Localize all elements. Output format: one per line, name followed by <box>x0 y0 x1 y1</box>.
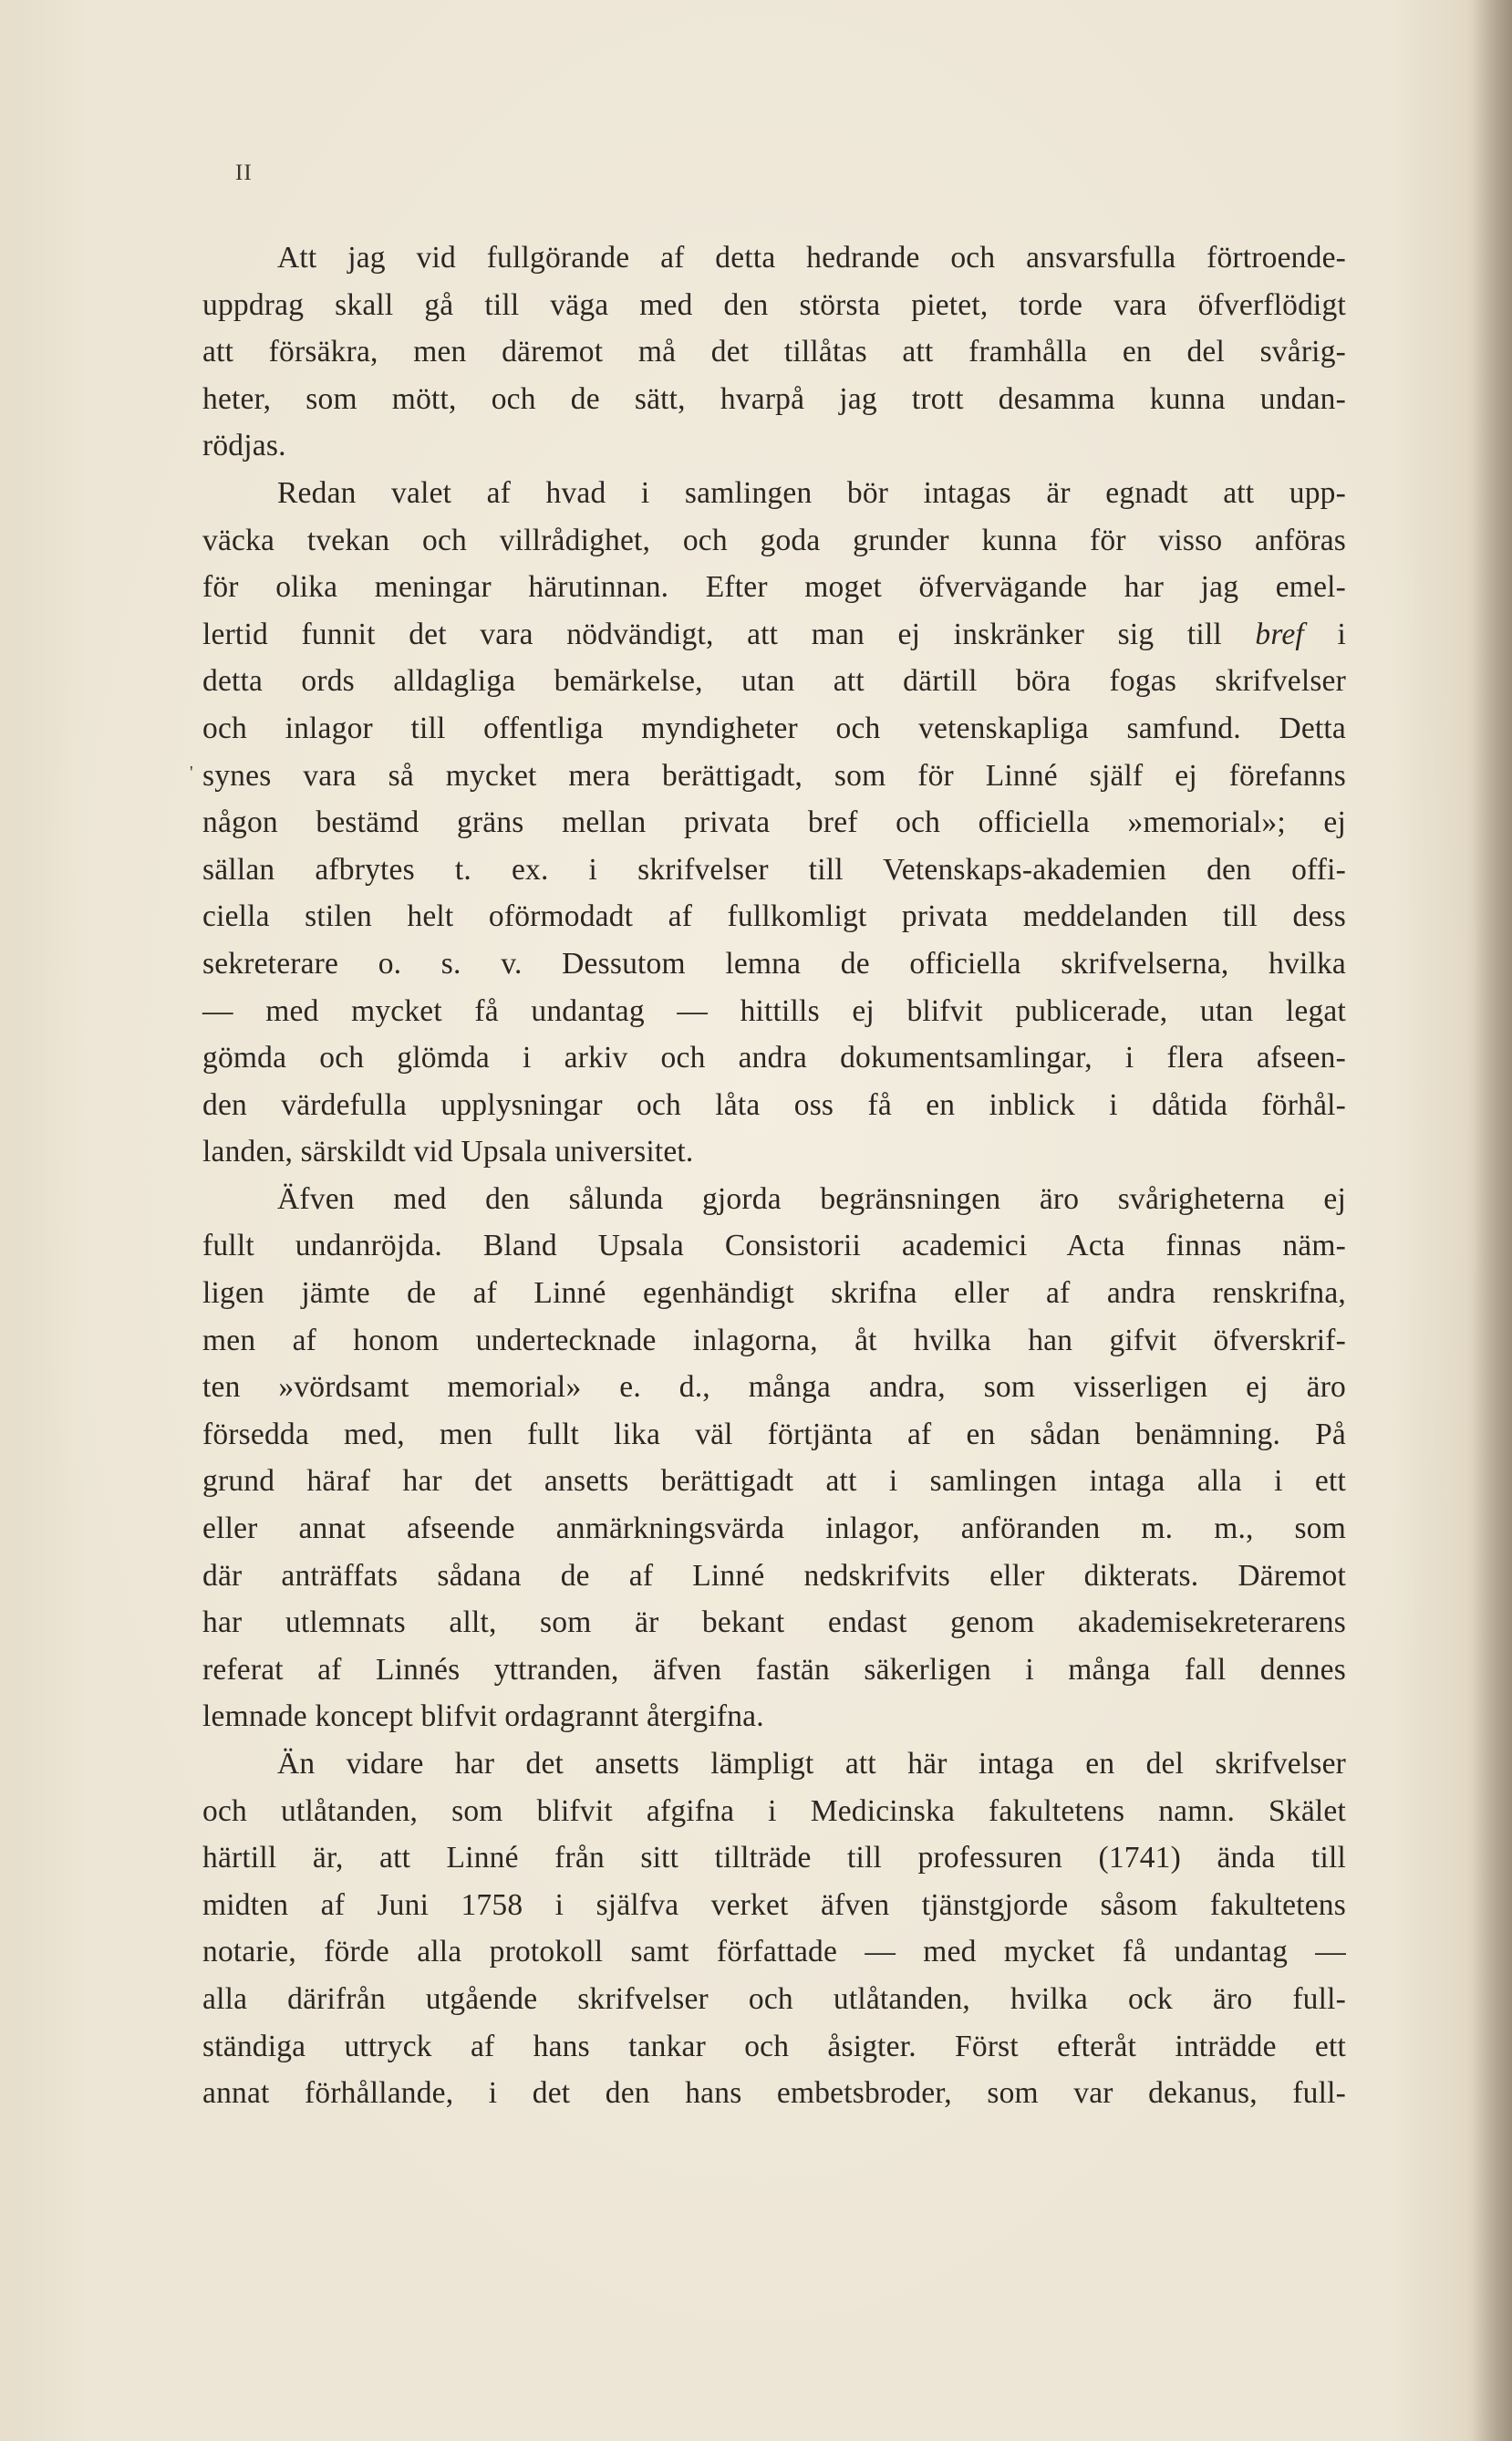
text-line: Än vidare har det ansetts lämpligt att här intaga en del skrifvelser <box>277 1747 1346 1781</box>
text-line: referat af Linnés yttranden, äfven fastän säkerligen i många fall dennes <box>202 1652 1346 1687</box>
text-line: den värdefulla upplysningar och låta oss få en inblick i dåtida förhål- <box>202 1087 1346 1122</box>
text-line: och inlagor till offentliga myndigheter och vetenskapliga samfund. Detta <box>202 711 1346 745</box>
body-text <box>202 234 1346 2117</box>
text-line: fullt undanröjda. Bland Upsala Consistorii academici Acta finnas näm- <box>202 1229 1346 1263</box>
text-line: heter, som mött, och de sätt, hvarpå jag trott desamma kunna undan- <box>202 381 1346 416</box>
text-line: landen, särskildt vid Upsala universitet. <box>202 1135 694 1169</box>
text-line: detta ords alldagliga bemärkelse, utan att därtill böra fogas skrifvelser <box>202 664 1346 699</box>
text-line: — med mycket få undantag — hittills ej blifvit publicerade, utan legat <box>202 993 1346 1028</box>
text-line: lertid funnit det vara nödvändigt, att man ej inskränker sig till bref i <box>202 617 1346 651</box>
text-line: Äfven med den sålunda gjorda begränsningen äro svårigheterna ej <box>277 1181 1346 1216</box>
emphasized-word: bref <box>1255 617 1304 651</box>
text-line: Att jag vid fullgörande af detta hedrande och ansvarsfulla förtroende- <box>277 241 1346 275</box>
text-line: midten af Juni 1758 i själfva verket äfven tjänstgjorde såsom fakultetens <box>202 1887 1346 1922</box>
page-number: II <box>235 161 253 185</box>
text-line: ständiga uttryck af hans tankar och åsigter. Först efteråt inträdde ett <box>202 2029 1346 2063</box>
text-line: uppdrag skall gå till väga med den största pietet, torde vara öfverflödigt <box>202 287 1346 322</box>
text-line: synes vara så mycket mera berättigadt, som för Linné själf ej förefanns <box>202 758 1346 793</box>
text-line: ten »vördsamt memorial» e. d., många andra, som visserligen ej äro <box>202 1370 1346 1405</box>
margin-mark: ' <box>190 763 193 783</box>
text-line: ligen jämte de af Linné egenhändigt skrifna eller af andra renskrifna, <box>202 1276 1346 1311</box>
text-line: rödjas. <box>202 429 286 463</box>
text-line: Redan valet af hvad i samlingen bör intagas är egnadt att upp- <box>277 475 1346 510</box>
text-line: och utlåtanden, som blifvit afgifna i Medicinska fakultetens namn. Skälet <box>202 1793 1346 1828</box>
text-line: men af honom undertecknade inlagorna, åt hvilka han gifvit öfverskrif- <box>202 1323 1346 1357</box>
text-line: ciella stilen helt oförmodadt af fullkomligt privata meddelanden till dess <box>202 899 1346 934</box>
text-line: där anträffats sådana de af Linné nedskrifvits eller dikterats. Däremot <box>202 1558 1346 1593</box>
page-edge-shadow <box>1474 0 1512 2441</box>
text-line: notarie, förde alla protokoll samt författade — med mycket få undantag — <box>202 1935 1346 1969</box>
text-line: väcka tvekan och villrådighet, och goda grunder kunna för visso anföras <box>202 523 1346 557</box>
text-line: för olika meningar härutinnan. Efter moget öfvervägande har jag emel- <box>202 570 1346 605</box>
text-line: gömda och glömda i arkiv och andra dokumentsamlingar, i flera afseen- <box>202 1041 1346 1075</box>
text-line: någon bestämd gräns mellan privata bref och officiella »memorial»; ej <box>202 805 1346 840</box>
text-line: eller annat afseende anmärkningsvärda inlagor, anföranden m. m., som <box>202 1511 1346 1546</box>
text-line: försedda med, men fullt lika väl förtjänta af en sådan benämning. På <box>202 1417 1346 1451</box>
text-line: sällan afbrytes t. ex. i skrifvelser till Vetenskaps-akademien den offi- <box>202 852 1346 887</box>
text-line: lemnade koncept blifvit ordagrannt återgifna. <box>202 1699 764 1734</box>
text-line: sekreterare o. s. v. Dessutom lemna de officiella skrifvelserna, hvilka <box>202 946 1346 981</box>
text-line: att försäkra, men däremot må det tillåtas att framhålla en del svårig- <box>202 335 1346 369</box>
text-line: alla därifrån utgående skrifvelser och utlåtanden, hvilka ock äro full- <box>202 1981 1346 2016</box>
text-line: annat förhållande, i det den hans embetsbroder, som var dekanus, full- <box>202 2076 1346 2111</box>
text-line: har utlemnats allt, som är bekant endast genom akademisekreterarens <box>202 1605 1346 1640</box>
text-line: grund häraf har det ansetts berättigadt att i samlingen intaga alla i ett <box>202 1464 1346 1499</box>
text-line: härtill är, att Linné från sitt tillträde till professuren (1741) ända till <box>202 1841 1346 1875</box>
